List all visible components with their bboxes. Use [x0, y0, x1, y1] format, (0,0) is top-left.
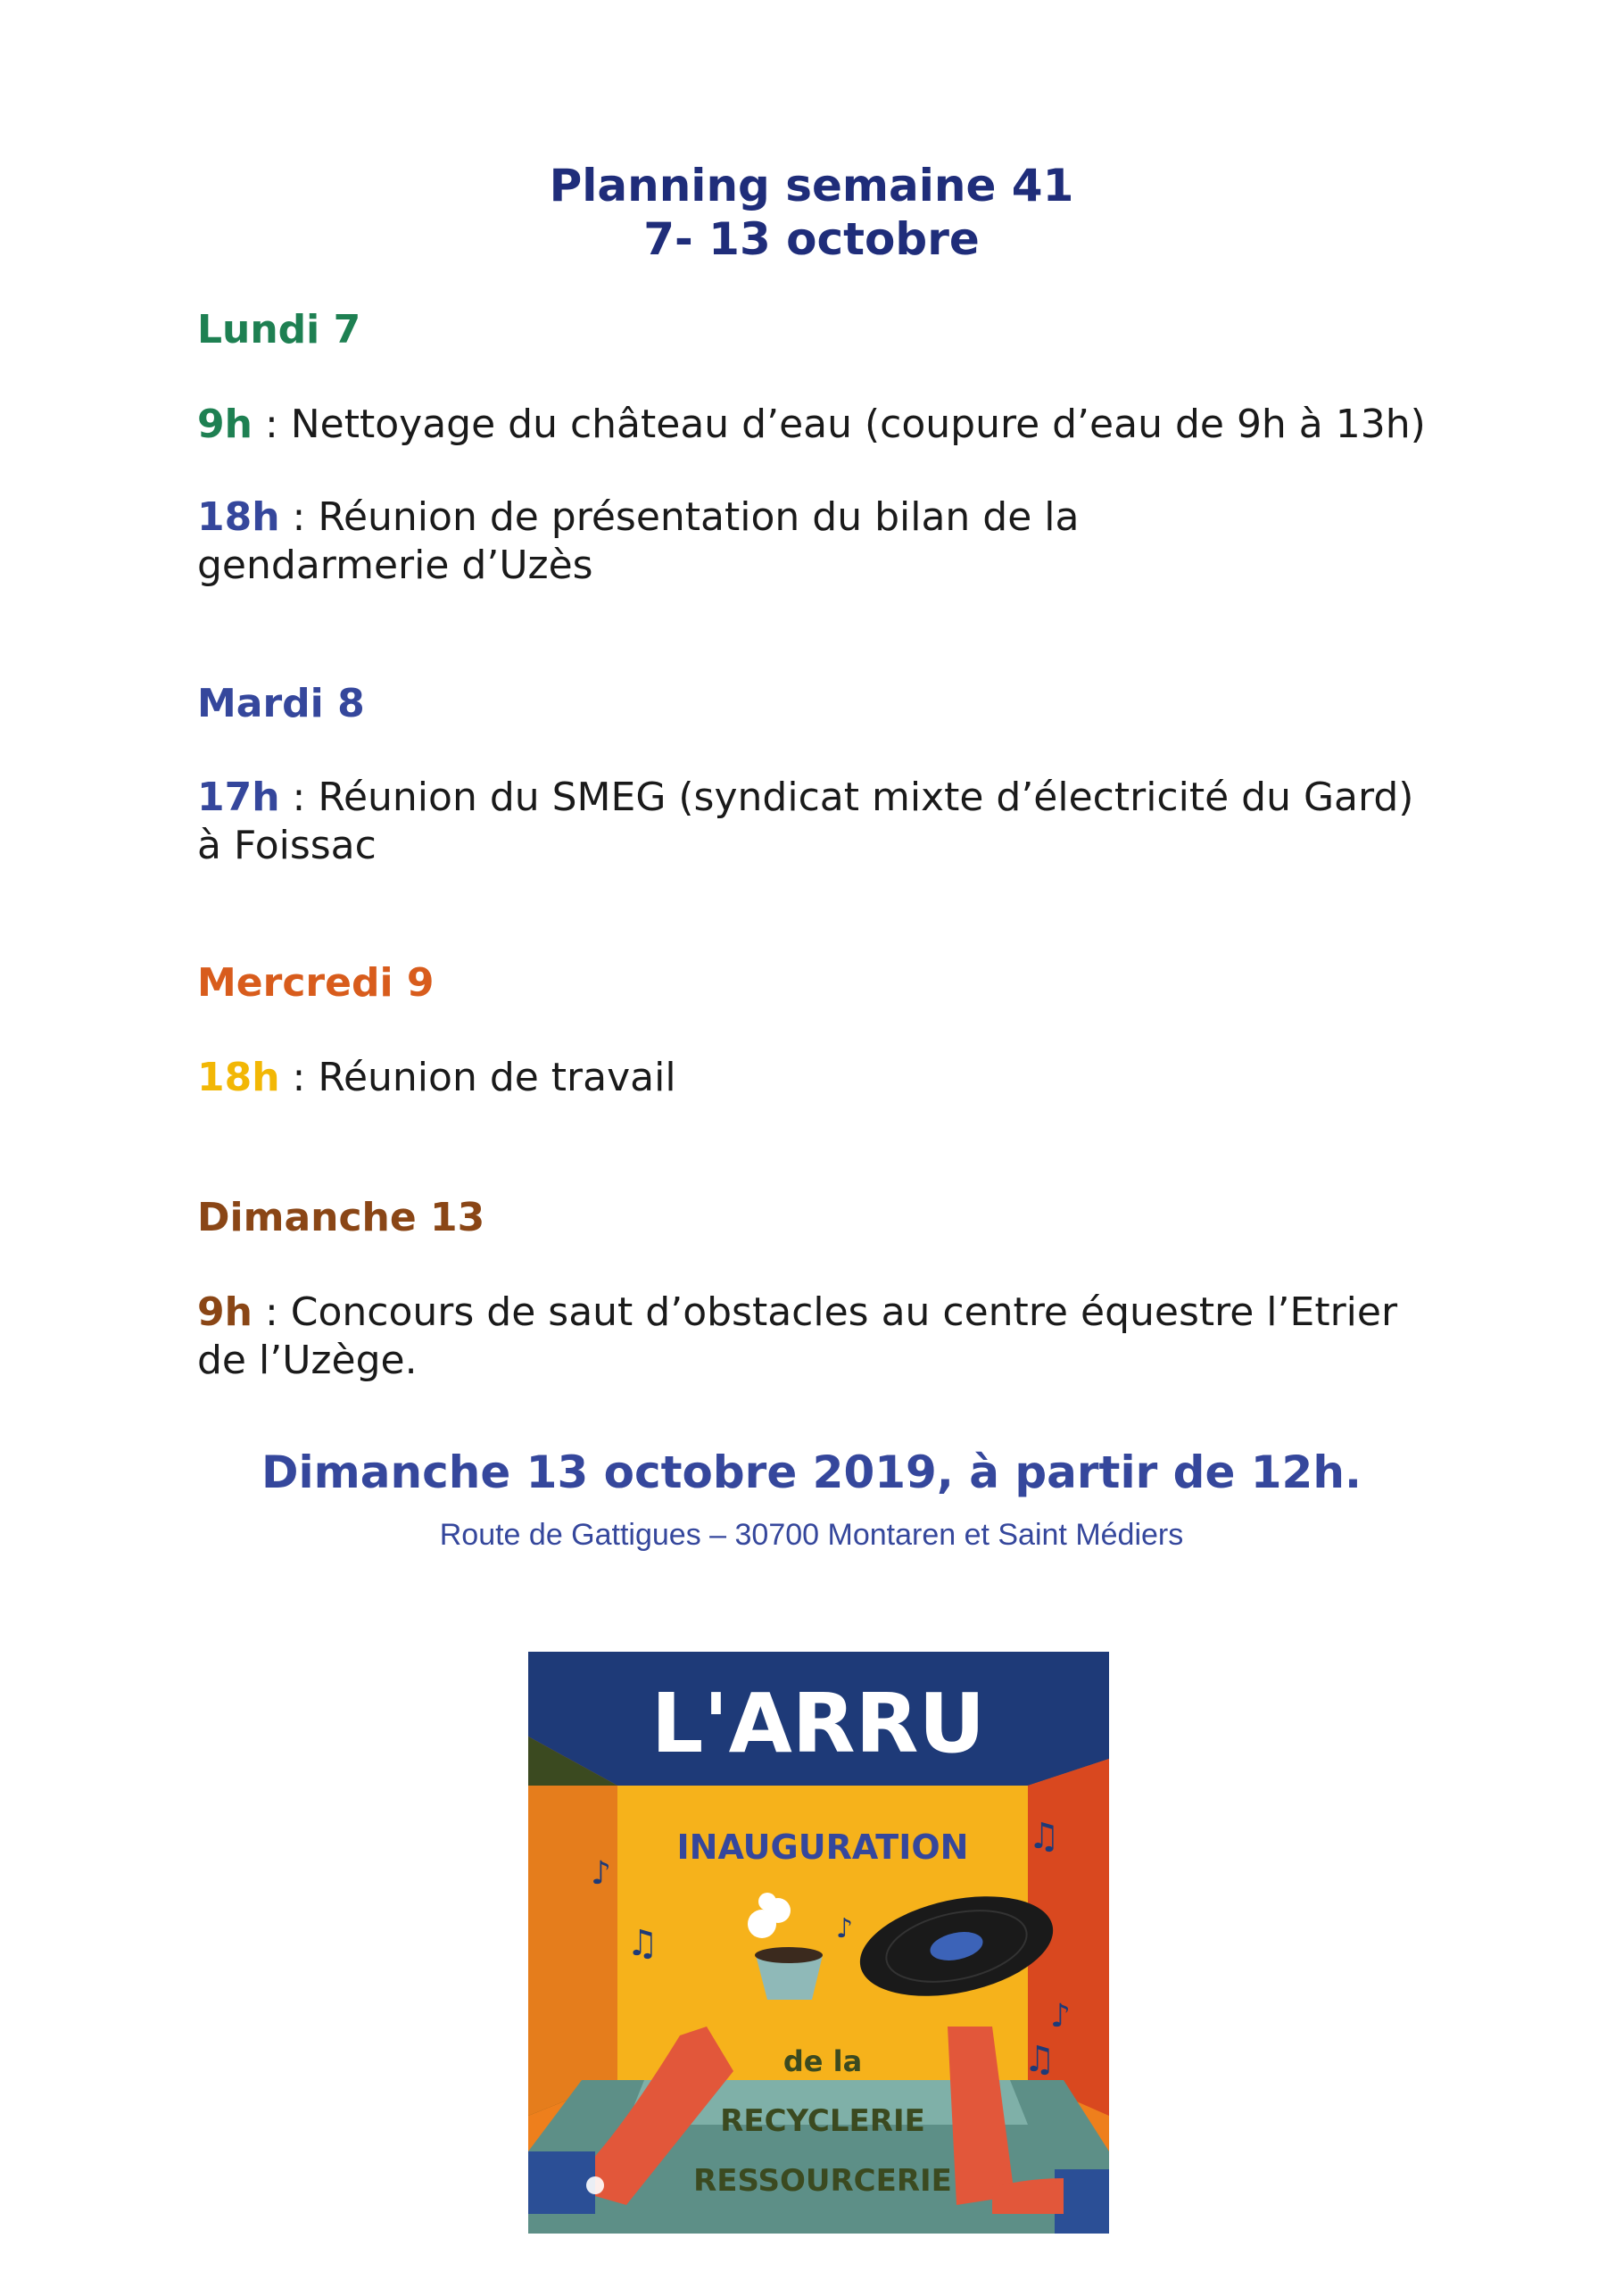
- event-separator: :: [252, 1289, 291, 1335]
- music-note-icon: ♫: [1028, 1816, 1060, 1857]
- event-text: Réunion du SMEG (syndicat mixte d’électricité du Gard) à Foissac: [197, 775, 1414, 868]
- poster-left-panel: [528, 1786, 617, 2116]
- event-text: Nettoyage du château d’eau (coupure d’eau de 9h à 13h): [290, 402, 1426, 447]
- event-time: 9h: [197, 402, 253, 447]
- music-note-icon: ♪: [591, 1855, 611, 1892]
- event-item: [197, 1054, 1446, 1102]
- event-text: Réunion de présentation du bilan de la gendarmerie d’Uzès: [197, 494, 1080, 588]
- music-note-icon: ♪: [836, 1913, 854, 1944]
- event-time: 18h: [197, 1055, 280, 1100]
- music-note-icon: ♫: [626, 1923, 658, 1964]
- page-subtitle-dates: 7- 13 octobre: [643, 213, 980, 265]
- event-text: Réunion de travail: [318, 1055, 676, 1100]
- inauguration-poster: [528, 1652, 1109, 2234]
- event-separator: :: [279, 1055, 319, 1100]
- poster-logo: L'ARRU: [650, 1676, 986, 1771]
- day-heading-wednesday: Mercredi 9: [197, 960, 435, 1006]
- event-item: [197, 1289, 1446, 1385]
- music-note-icon: ♫: [1023, 2039, 1056, 2080]
- day-heading-sunday: Dimanche 13: [197, 1195, 485, 1240]
- event-item: [197, 493, 1339, 590]
- event-text: Concours de saut d’obstacles au centre équestre l’Etrier de l’Uzège.: [197, 1289, 1398, 1383]
- poster-de-la-text: de la: [783, 2044, 863, 2078]
- day-heading-tuesday: Mardi 8: [197, 681, 365, 726]
- page-title: Planning semaine 41: [549, 160, 1074, 211]
- poster-recyclerie-text: RECYCLERIE: [720, 2103, 925, 2139]
- event-separator: :: [279, 775, 319, 820]
- poster-inauguration-text: INAUGURATION: [676, 1828, 969, 1867]
- event-separator: :: [252, 402, 291, 447]
- poster-ressourcerie-text: RESSOURCERIE: [693, 2163, 952, 2199]
- music-note-icon: ♪: [1050, 1998, 1071, 2035]
- event-item: [197, 774, 1446, 870]
- event-banner: Dimanche 13 octobre 2019, à partir de 12h.: [261, 1446, 1362, 1498]
- event-separator: :: [279, 494, 319, 540]
- event-item: [197, 401, 1446, 449]
- day-heading-monday: Lundi 7: [197, 307, 361, 352]
- event-time: 17h: [197, 775, 280, 820]
- event-address: Route de Gattigues – 30700 Montaren et Saint Médiers: [439, 1518, 1184, 1552]
- event-time: 9h: [197, 1289, 253, 1335]
- event-time: 18h: [197, 494, 280, 540]
